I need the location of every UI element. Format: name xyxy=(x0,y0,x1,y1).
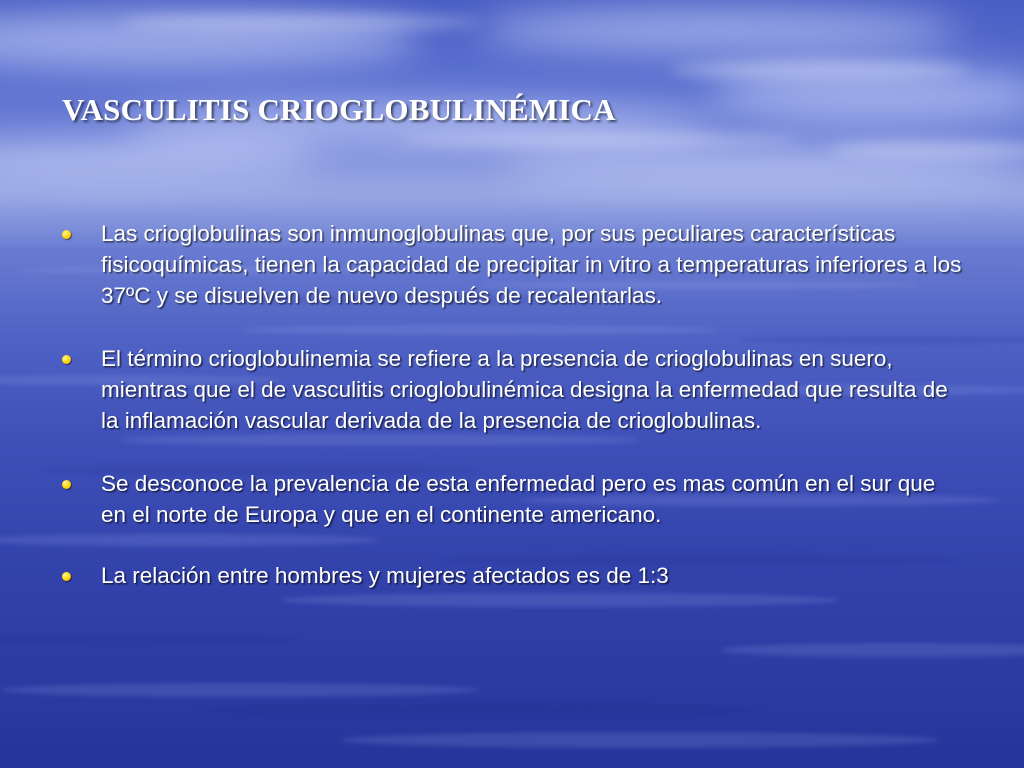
bullet-item xyxy=(62,343,962,436)
bullet-dot-icon xyxy=(62,230,71,239)
bullet-text: El término crioglobulinemia se refiere a la presencia de crioglobulinas en suero, mientras que el de vasculitis crioglobulinémica designa la enfermedad que resulta de la inflamación vascular derivada de la presencia de crioglobulinas. xyxy=(101,346,948,433)
bullet-dot-icon xyxy=(62,355,71,364)
bullet-dot-icon xyxy=(62,480,71,489)
bullet-text: Las crioglobulinas son inmunoglobulinas que, por sus peculiares características fisicoquímicas, tienen la capacidad de precipitar in vitro a temperaturas inferiores a los 37ºC y se disuelven de nuevo después de recalentarlas. xyxy=(101,221,962,308)
bullet-text: La relación entre hombres y mujeres afectados es de 1:3 xyxy=(101,563,669,588)
bullet-text: Se desconoce la prevalencia de esta enfermedad pero es mas común en el sur que en el norte de Europa y que en el continente americano. xyxy=(101,471,936,527)
bullet-item xyxy=(62,218,962,311)
bullet-dot-icon xyxy=(62,572,71,581)
bullet-item xyxy=(62,560,962,591)
slide-title: VASCULITIS CRIOGLOBULINÉMICA xyxy=(62,92,616,127)
bullet-list xyxy=(62,218,962,623)
bullet-item xyxy=(62,468,962,530)
